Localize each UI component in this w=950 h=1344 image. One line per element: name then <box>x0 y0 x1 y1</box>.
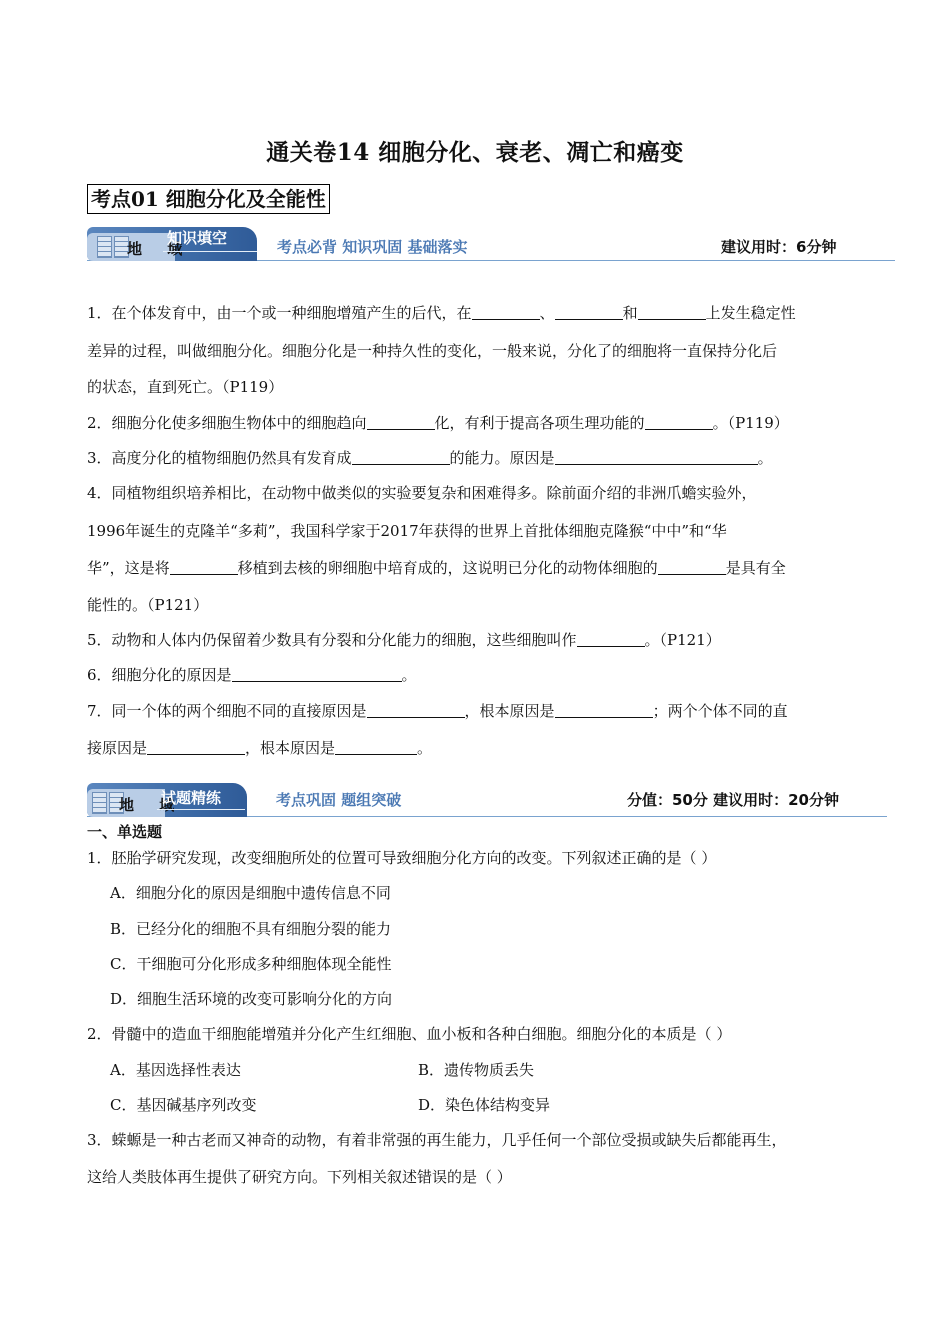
question-1-option-d[interactable]: D．细胞生活环境的改变可影响分化的方向 <box>110 990 393 1008</box>
question-2-option-b[interactable]: B．遗传物质丢失 <box>418 1061 535 1079</box>
banner-tab-label: 知识填空 <box>167 229 228 247</box>
question-2-option-c[interactable]: C．基因碱基序列改变 <box>110 1096 257 1114</box>
question-3-stem-line-1: 3．蝾螈是一种古老而又神奇的动物，有着非常强的再生能力，几乎任何一个部位受损或缺失后都能再生， <box>87 1131 787 1149</box>
fill-question-5: 5．动物和人体内仍保留着少数具有分裂和分化能力的细胞，这些细胞叫作 。（P121） <box>87 631 721 649</box>
question-1-stem: 1．胚胎学研究发现，改变细胞所处的位置可导致细胞分化方向的改变。下列叙述正确的是（ ） <box>87 849 717 867</box>
question-2-option-d[interactable]: D．染色体结构变异 <box>418 1096 551 1114</box>
page-title: 通关卷14 细胞分化、衰老、凋亡和癌变 <box>266 139 684 166</box>
answer-blank[interactable] <box>335 740 417 755</box>
fill-question-2: 2．细胞分化使多细胞生物体中的细胞趋向 化，有利于提高各项生理功能的 。（P119） <box>87 414 789 432</box>
banner-tab-underline <box>157 809 245 810</box>
answer-blank[interactable] <box>555 305 623 320</box>
question-3-stem-line-2: 这给人类肢体再生提供了研究方向。下列相关叙述错误的是（ ） <box>87 1168 512 1186</box>
banner-subtitle: 考点巩固 题组突破 <box>276 791 402 809</box>
fill-question-4-line-4: 能性的。（P121） <box>87 596 209 614</box>
answer-blank[interactable] <box>232 667 402 682</box>
section-heading: 考点01 细胞分化及全能性 <box>87 184 330 214</box>
banner-tab-underline <box>163 251 257 252</box>
banner-suggested-time: 建议用时：6分钟 <box>721 238 837 256</box>
fill-question-6: 6．细胞分化的原因是 。 <box>87 666 417 684</box>
answer-blank[interactable] <box>147 740 245 755</box>
question-1-option-a[interactable]: A．细胞分化的原因是细胞中遗传信息不同 <box>110 884 391 902</box>
answer-blank[interactable] <box>577 632 645 647</box>
practice-banner <box>87 783 887 823</box>
fill-question-1-line-1: 1．在个体发育中，由一个或一种细胞增殖产生的后代，在 、 和 上发生稳定性 <box>87 304 796 322</box>
fill-question-1-line-3: 的状态，直到死亡。（P119） <box>87 378 284 396</box>
banner-tab-ghost-text: 地 域 <box>127 240 193 258</box>
answer-blank[interactable] <box>472 305 540 320</box>
answer-blank[interactable] <box>658 560 726 575</box>
question-1-option-c[interactable]: C．干细胞可分化形成多种细胞体现全能性 <box>110 955 392 973</box>
fill-question-4-line-3: 华”，这是将 移植到去核的卵细胞中培育成的，这说明已分化的动物体细胞的 是具有全 <box>87 559 786 577</box>
answer-blank[interactable] <box>555 703 653 718</box>
answer-blank[interactable] <box>555 450 758 465</box>
knowledge-fill-banner <box>87 227 895 267</box>
banner-subtitle: 考点必背 知识巩固 基础落实 <box>277 238 468 256</box>
question-2-stem: 2．骨髓中的造血干细胞能增殖并分化产生红细胞、血小板和各种白细胞。细胞分化的本质是（ ） <box>87 1025 732 1043</box>
question-2-option-a[interactable]: A．基因选择性表达 <box>110 1061 241 1079</box>
answer-blank[interactable] <box>638 305 706 320</box>
fill-question-4-line-1: 4．同植物组织培养相比，在动物中做类似的实验要复杂和困难得多。除前面介绍的非洲爪蟾实验外， <box>87 484 757 502</box>
fill-question-4-line-2: 1996年诞生的克隆羊“多莉”，我国科学家于2017年获得的世界上首批体细胞克隆猴“中中”和“华 <box>87 522 727 540</box>
banner-tab-label: 试题精练 <box>161 789 222 807</box>
banner-tab-ghost-text: 地 域 <box>119 796 185 814</box>
part-heading: 一、单选题 <box>87 823 163 841</box>
answer-blank[interactable] <box>352 450 450 465</box>
answer-blank[interactable] <box>645 415 713 430</box>
fill-question-7-line-1: 7．同一个体的两个细胞不同的直接原因是 ，根本原因是 ；两个个体不同的直 <box>87 702 788 720</box>
book-icon <box>97 236 129 258</box>
fill-question-3: 3．高度分化的植物细胞仍然具有发育成 的能力。原因是 。 <box>87 449 773 467</box>
answer-blank[interactable] <box>170 560 238 575</box>
fill-question-1-line-2: 差异的过程，叫做细胞分化。细胞分化是一种持久性的变化，一般来说，分化了的细胞将一直保持分化后 <box>87 342 778 360</box>
answer-blank[interactable] <box>367 703 465 718</box>
banner-score-and-time: 分值：50分 建议用时：20分钟 <box>627 791 839 809</box>
fill-question-7-line-2: 接原因是 ，根本原因是 。 <box>87 739 433 757</box>
answer-blank[interactable] <box>367 415 435 430</box>
question-1-option-b[interactable]: B．已经分化的细胞不具有细胞分裂的能力 <box>110 920 392 938</box>
